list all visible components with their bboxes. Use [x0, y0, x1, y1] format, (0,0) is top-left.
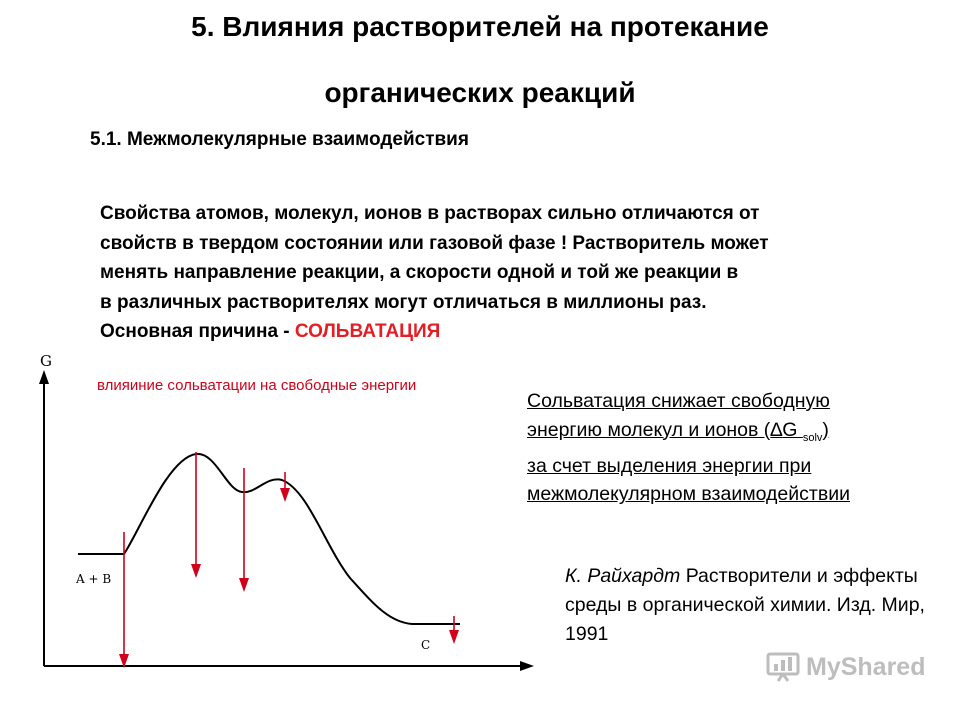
- arrowhead-transition-2: [280, 488, 290, 502]
- watermark-text: MyShared: [806, 652, 926, 681]
- note-line-4: межмолекулярном взаимодействии: [527, 483, 850, 506]
- reactant-label: A + B: [76, 572, 112, 586]
- y-axis-label: G: [40, 352, 52, 370]
- y-axis-arrowhead: [39, 370, 49, 384]
- book-reference: [565, 562, 945, 649]
- reason-prefix: Основная причина -: [100, 321, 295, 342]
- body-line-2: свойств в твердом состоянии или газовой фазе ! Растворитель может: [100, 232, 769, 254]
- body-line-4: в различных растворителях могут отличаться в миллионы раз.: [100, 291, 707, 313]
- reason-highlight: СОЛЬВАТАЦИЯ: [294, 321, 441, 342]
- delta-symbol: ∆: [770, 418, 783, 441]
- body-paragraph: [100, 199, 950, 347]
- body-line-1: Свойства атомов, молекул, ионов в растворах сильно отличаются от: [100, 203, 760, 224]
- arrowhead-transition-1: [191, 564, 201, 578]
- watermark-logo: [766, 652, 925, 682]
- note-line-3: за счет выделения энергии при: [527, 454, 812, 477]
- title-line-1: 5. Влияния растворителей на протекание: [191, 11, 769, 42]
- title-line-2: органических реакций: [324, 77, 636, 108]
- solv-subscript: solv: [802, 431, 823, 444]
- arrowhead-intermediate: [239, 578, 249, 592]
- x-axis-arrowhead: [520, 661, 534, 671]
- graph-caption: влияиние сольватации на свободные энергии: [97, 377, 417, 394]
- note-line-1: Сольватация снижает свободную: [527, 390, 830, 412]
- presentation-icon: [766, 652, 800, 682]
- section-subtitle: 5.1. Межмолекулярные взаимодействия: [90, 129, 469, 150]
- reference-title: Растворители и эффекты среды в органической химии. Изд. Мир, 1991: [565, 565, 925, 645]
- body-line-3: менять направление реакции, а скорости одной и той же реакции в: [100, 262, 739, 283]
- solvation-note: [527, 387, 947, 509]
- note-line-2: энергию молекул и ионов (∆G $_{solv}$): [527, 418, 829, 444]
- energy-diagram: [0, 340, 540, 680]
- energy-profile-curve: [78, 454, 460, 624]
- product-label: C: [421, 638, 431, 652]
- arrowhead-product: [449, 630, 459, 644]
- reference-author: К. Райхардт: [565, 565, 681, 587]
